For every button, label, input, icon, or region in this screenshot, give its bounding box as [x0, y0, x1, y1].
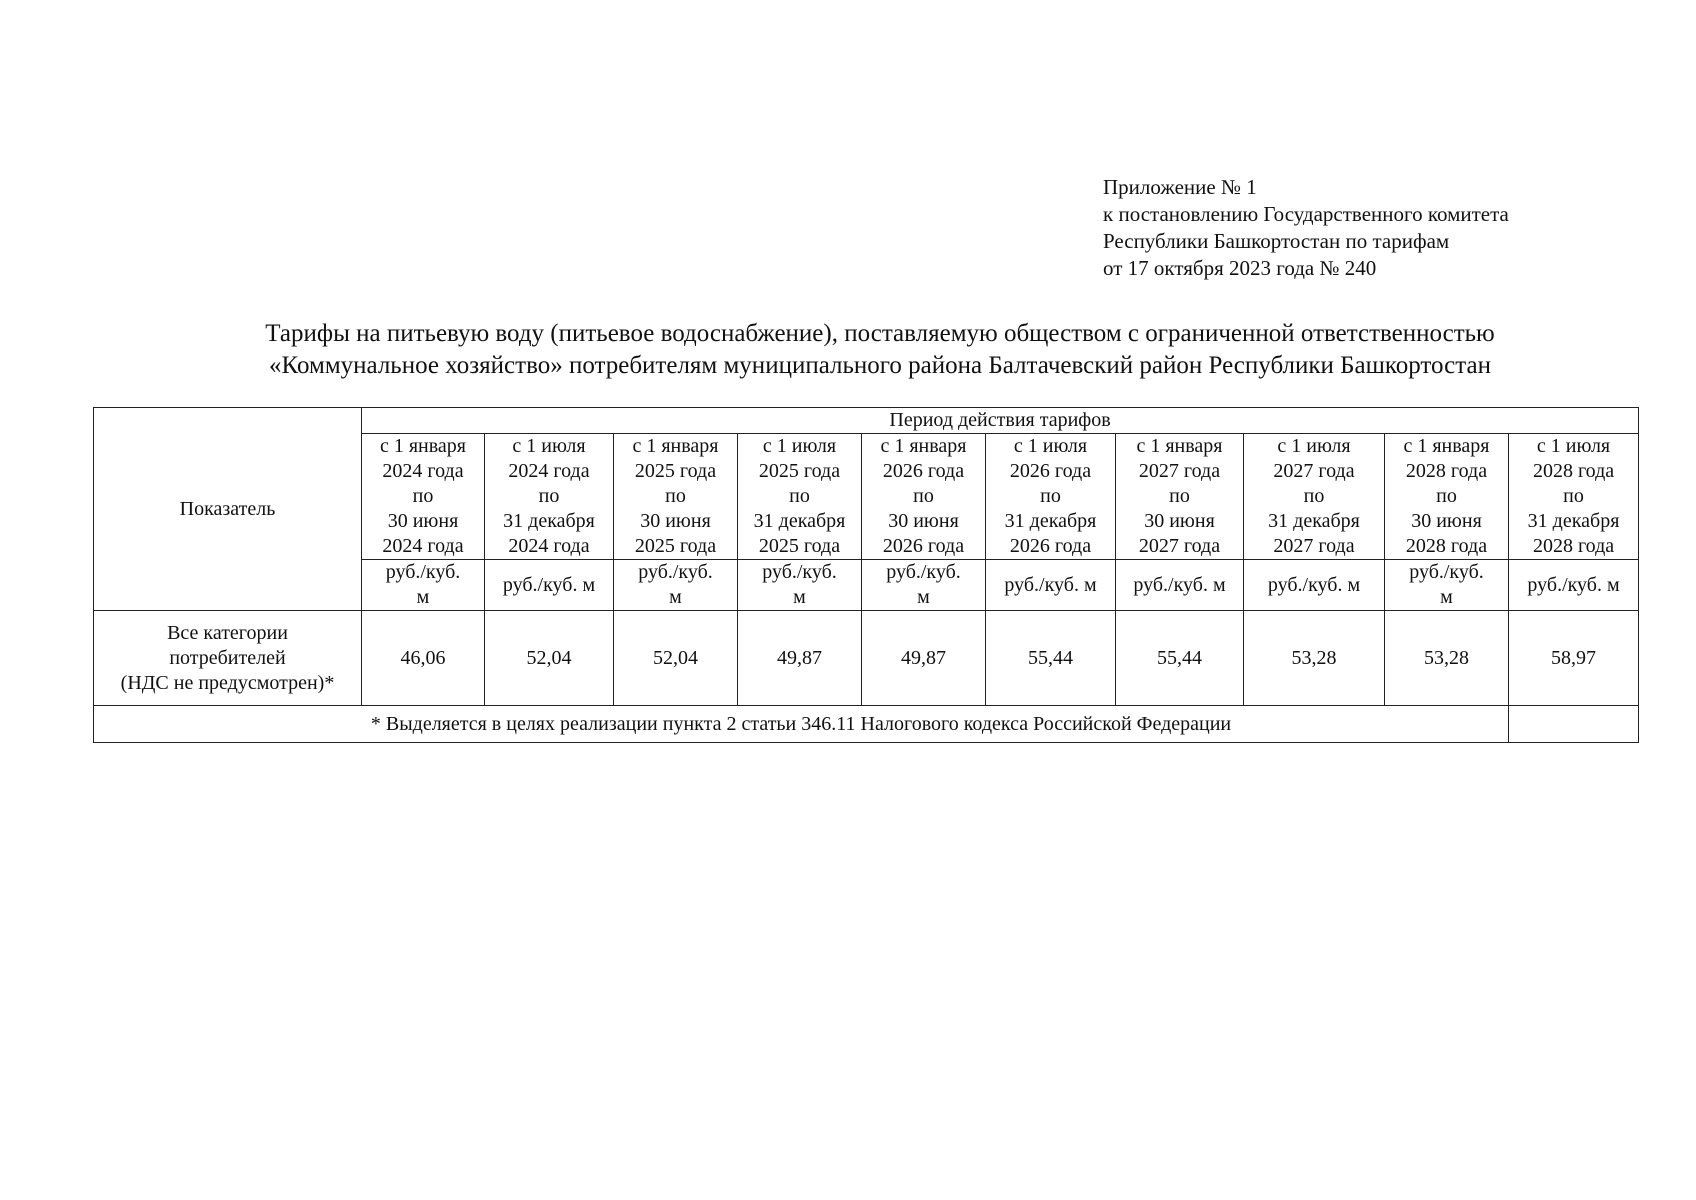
unit-cell: руб./куб. м: [1385, 560, 1509, 611]
values-row: [94, 611, 1639, 706]
period-cell: с 1 января 2024 года по 30 июня 2024 года: [362, 434, 485, 560]
period-cell: с 1 июля 2026 года по 31 декабря 2026 года: [986, 434, 1116, 560]
period-cell: с 1 июля 2028 года по 31 декабря 2028 года: [1509, 434, 1639, 560]
unit-cell: руб./куб. м: [1116, 560, 1244, 611]
appendix-line: Приложение № 1: [1103, 175, 1257, 199]
period-cell: с 1 июля 2027 года по 31 декабря 2027 года: [1244, 434, 1385, 560]
period-cell: с 1 января 2025 года по 30 июня 2025 года: [614, 434, 738, 560]
unit-cell: руб./куб. м: [1509, 560, 1639, 611]
tariff-value: 46,06: [362, 611, 485, 706]
tariff-value: 52,04: [485, 611, 614, 706]
indicator-header: Показатель: [94, 408, 362, 611]
unit-cell: руб./куб. м: [862, 560, 986, 611]
period-cell: с 1 января 2027 года по 30 июня 2027 года: [1116, 434, 1244, 560]
period-cell: с 1 января 2028 года по 30 июня 2028 года: [1385, 434, 1509, 560]
period-cell: с 1 января 2026 года по 30 июня 2026 года: [862, 434, 986, 560]
unit-cell: руб./куб. м: [485, 560, 614, 611]
period-cell: с 1 июля 2025 года по 31 декабря 2025 года: [738, 434, 862, 560]
unit-cell: руб./куб. м: [362, 560, 485, 611]
unit-cell: руб./куб. м: [1244, 560, 1385, 611]
footnote-empty-cell: [1509, 706, 1639, 743]
appendix-line: от 17 октября 2023 года № 240: [1103, 256, 1377, 280]
period-header-row: [94, 408, 1639, 434]
title-line: «Коммунальное хозяйство» потребителям муниципального района Балтачевский район Республики Башкортостан: [269, 352, 1491, 379]
tariff-value: 49,87: [738, 611, 862, 706]
row-label: Все категории потребителей (НДС не предусмотрен)*: [94, 611, 362, 706]
tariff-table: [93, 407, 1639, 743]
footnote: * Выделяется в целях реализации пункта 2 статьи 346.11 Налогового кодекса Российской Федерации: [94, 706, 1509, 743]
document-title: [92, 318, 1668, 382]
tariff-value: 53,28: [1385, 611, 1509, 706]
tariff-value: 55,44: [1116, 611, 1244, 706]
tariff-value: 52,04: [614, 611, 738, 706]
tariff-value: 53,28: [1244, 611, 1385, 706]
tariff-value: 55,44: [986, 611, 1116, 706]
unit-cell: руб./куб. м: [738, 560, 862, 611]
period-cell: с 1 июля 2024 года по 31 декабря 2024 года: [485, 434, 614, 560]
unit-cell: руб./куб. м: [614, 560, 738, 611]
tariff-value: 58,97: [1509, 611, 1639, 706]
title-line: Тарифы на питьевую воду (питьевое водоснабжение), поставляемую обществом с ограниченной ответственностью: [265, 320, 1495, 347]
appendix-line: Республики Башкортостан по тарифам: [1103, 229, 1450, 253]
footnote-row: [94, 706, 1639, 743]
tariff-value: 49,87: [862, 611, 986, 706]
unit-cell: руб./куб. м: [986, 560, 1116, 611]
appendix-header: [1103, 174, 1509, 282]
period-header: Период действия тарифов: [362, 408, 1639, 434]
appendix-line: к постановлению Государственного комитета: [1103, 202, 1509, 226]
